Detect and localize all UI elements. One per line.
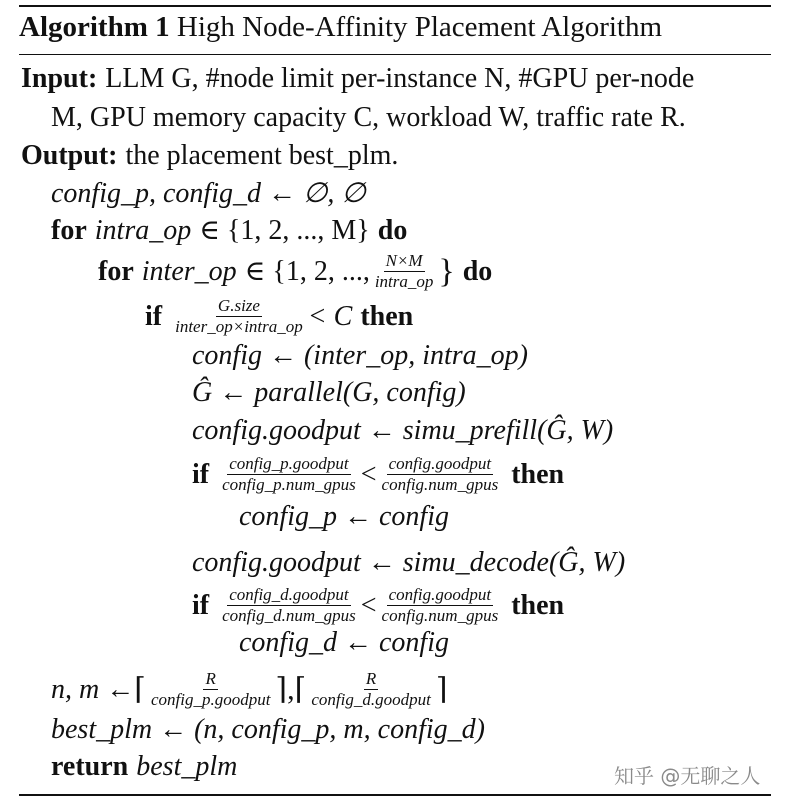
fraction-m	[309, 670, 432, 709]
fraction-denominator: config_d.goodput	[311, 690, 431, 709]
return-value: best_plm	[136, 751, 238, 782]
assign-config-line	[192, 340, 528, 372]
if-keyword: if	[192, 589, 210, 621]
if-prefill-line	[192, 455, 564, 494]
top-rule	[19, 5, 771, 7]
then-keyword: then	[360, 300, 414, 332]
watermark: 知乎 @无聊之人	[614, 764, 761, 788]
algorithm-label: Algorithm 1	[19, 11, 170, 43]
loop-set-inter-suffix: }	[438, 252, 455, 290]
do-keyword: do	[462, 255, 493, 287]
algorithm-caption	[19, 11, 662, 44]
output-keyword: Output:	[21, 140, 118, 171]
loop-set-intra: ∈ {1, 2, ..., M}	[199, 215, 370, 246]
fraction-decode-lhs	[220, 586, 358, 625]
if-keyword: if	[145, 300, 163, 332]
goodput-prefill-line	[192, 415, 613, 447]
return-line	[51, 751, 237, 783]
assign-config: config ← (inter_op, intra_op)	[192, 340, 528, 371]
goodput-decode: config.goodput ← simu_decode(Ĝ, W)	[192, 547, 626, 578]
fraction-numerator: config.goodput	[388, 454, 492, 473]
input-line-1	[21, 63, 694, 95]
init-line	[51, 178, 366, 210]
fraction-numerator: R	[365, 669, 377, 688]
bottom-rule	[19, 794, 771, 796]
if-decode-line	[192, 586, 564, 625]
best-assignment: best_plm ← (n, config_p, m, config_d)	[51, 714, 485, 745]
memory-condition: < C	[307, 300, 353, 332]
fraction-numerator: N×M	[385, 251, 423, 270]
nm-line	[51, 670, 448, 709]
ceil-open: ⌈	[134, 672, 146, 706]
for-intra-line	[51, 215, 407, 247]
nm-lhs: n, m ←	[51, 673, 135, 705]
compare-operator: <	[360, 458, 377, 490]
return-keyword: return	[51, 751, 129, 782]
if-keyword: if	[192, 458, 210, 490]
fraction-size-over-gpus	[173, 297, 305, 336]
loop-set-inter-prefix: ∈ {1, 2, ...,	[244, 255, 370, 287]
input-text-2: M, GPU memory capacity C, workload W, traffic rate R.	[51, 102, 686, 133]
assign-g-line	[192, 377, 466, 409]
best-line	[51, 714, 485, 746]
loop-var-intra: intra_op	[94, 215, 192, 246]
fraction-nm-over-intra	[373, 252, 436, 291]
for-keyword: for	[98, 255, 134, 287]
algorithm-title: High Node-Affinity Placement Algorithm	[176, 11, 663, 43]
assign-config-d: config_d ← config	[239, 627, 449, 658]
init-statement: config_p, config_d ← ∅, ∅	[51, 178, 366, 209]
ceil-close: ⌉	[435, 672, 448, 706]
for-inter-line	[98, 252, 492, 291]
fraction-denominator: config_d.num_gpus	[222, 606, 356, 625]
fraction-denominator: config.num_gpus	[381, 475, 499, 494]
fraction-denominator: inter_op×intra_op	[175, 317, 303, 336]
ceil-close: ⌉,	[275, 672, 295, 706]
assign-d-line	[239, 627, 449, 659]
ceil-open: ⌈	[294, 672, 307, 706]
then-keyword: then	[511, 589, 565, 621]
fraction-denominator: config.num_gpus	[381, 606, 499, 625]
loop-var-inter: inter_op	[141, 255, 237, 287]
fraction-numerator: config_p.goodput	[229, 454, 349, 473]
fraction-denominator: config_p.goodput	[150, 690, 271, 709]
compare-operator: <	[360, 589, 377, 621]
assign-p-line	[239, 501, 449, 533]
for-keyword: for	[51, 215, 87, 246]
fraction-denominator: config_p.num_gpus	[222, 475, 356, 494]
assign-config-p: config_p ← config	[239, 501, 449, 532]
output-text: the placement best_plm.	[125, 140, 399, 171]
if-memory-line	[145, 297, 413, 336]
input-line-2	[51, 102, 686, 134]
fraction-numerator: config_d.goodput	[229, 585, 349, 604]
fraction-numerator: G.size	[217, 296, 260, 315]
input-keyword: Input:	[21, 63, 98, 94]
caption-rule	[19, 54, 771, 55]
output-line	[21, 140, 398, 172]
goodput-prefill: config.goodput ← simu_prefill(Ĝ, W)	[192, 415, 614, 446]
do-keyword: do	[377, 215, 408, 246]
fraction-numerator: config.goodput	[388, 585, 492, 604]
fraction-prefill-rhs	[380, 455, 501, 494]
input-text-1: LLM G, #node limit per-instance N, #GPU per-node	[105, 63, 695, 94]
fraction-prefill-lhs	[220, 455, 358, 494]
fraction-decode-rhs	[380, 586, 501, 625]
fraction-denominator: intra_op	[374, 272, 434, 291]
goodput-decode-line	[192, 547, 625, 579]
fraction-n	[149, 670, 272, 709]
fraction-numerator: R	[205, 669, 216, 688]
then-keyword: then	[511, 458, 565, 490]
assign-parallel: Ĝ ← parallel(G, config)	[192, 377, 466, 408]
